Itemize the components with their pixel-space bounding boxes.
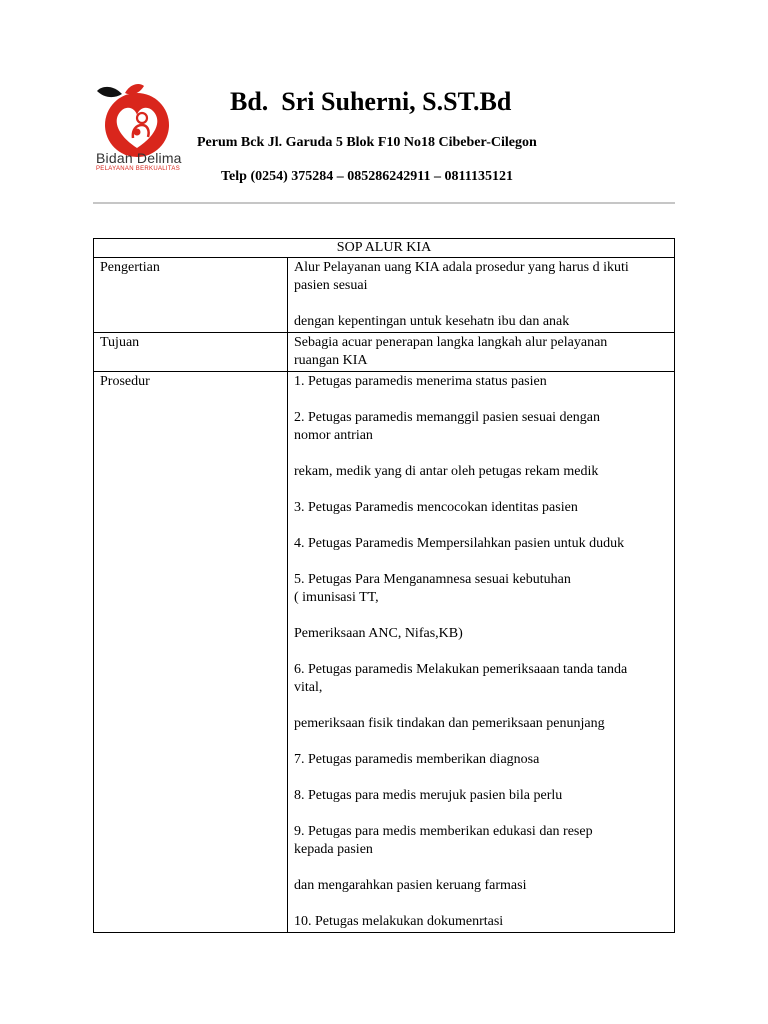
header-divider xyxy=(93,202,675,204)
sop-text-line: 9. Petugas para medis memberikan edukasi dan resep xyxy=(294,824,593,839)
sop-row-tujuan xyxy=(94,333,675,372)
practice-phone: Telp (0254) 375284 – 085286242911 – 0811135121 xyxy=(221,169,513,184)
sop-paragraph xyxy=(294,499,668,517)
sop-paragraph xyxy=(294,463,668,481)
sop-paragraph xyxy=(294,313,668,331)
sop-text-line: pasien sesuai xyxy=(294,278,368,293)
sop-text-line: 3. Petugas Paramedis mencocokan identitas pasien xyxy=(294,500,578,515)
sop-text-line: ( imunisasi TT, xyxy=(294,590,379,605)
sop-row-content xyxy=(288,372,675,933)
sop-row-label: Pengertian xyxy=(94,258,288,333)
sop-paragraph xyxy=(294,751,668,769)
sop-paragraph xyxy=(294,877,668,895)
sop-text-line: kepada pasien xyxy=(294,842,373,857)
logo-leaf-right xyxy=(125,84,144,94)
logo-baby xyxy=(134,129,141,136)
sop-row-pengertian xyxy=(94,258,675,333)
sop-paragraph xyxy=(294,661,668,697)
logo-name: Bidan Delima xyxy=(96,150,182,166)
logo-tagline: PELAYANAN BERKUALITAS xyxy=(96,166,180,172)
sop-text-line: nomor antrian xyxy=(294,428,373,443)
sop-text-line: 8. Petugas para medis merujuk pasien bila perlu xyxy=(294,788,563,803)
sop-text-line: Alur Pelayanan uang KIA adala prosedur yang harus d ikuti xyxy=(294,260,629,275)
sop-paragraph xyxy=(294,823,668,859)
sop-table xyxy=(93,238,675,933)
sop-paragraph xyxy=(294,535,668,553)
sop-text-line: 4. Petugas Paramedis Mempersilahkan pasien untuk duduk xyxy=(294,536,625,551)
sop-paragraph xyxy=(294,715,668,733)
sop-paragraph xyxy=(294,787,668,805)
sop-paragraph xyxy=(294,409,668,445)
practitioner-name: Bd. Sri Suherni, S.ST.Bd xyxy=(230,87,512,116)
sop-row-label: Tujuan xyxy=(94,333,288,372)
sop-text-line: 6. Petugas paramedis Melakukan pemeriksaaan tanda tanda xyxy=(294,662,628,677)
sop-row-content xyxy=(288,258,675,333)
sop-title-row xyxy=(94,239,675,258)
sop-text-line: dan mengarahkan pasien keruang farmasi xyxy=(294,878,527,893)
sop-row-label: Prosedur xyxy=(94,372,288,933)
sop-text-line: 5. Petugas Para Menganamnesa sesuai kebutuhan xyxy=(294,572,571,587)
practice-address: Perum Bck Jl. Garuda 5 Blok F10 No18 Cibeber-Cilegon xyxy=(197,135,537,150)
logo-leaf-left xyxy=(97,87,122,97)
sop-text-line: Pemeriksaan ANC, Nifas,KB) xyxy=(294,626,463,641)
sop-row-prosedur xyxy=(94,372,675,933)
sop-text-line: dengan kepentingan untuk kesehatn ibu dan anak xyxy=(294,314,570,329)
sop-paragraph xyxy=(294,625,668,643)
sop-text-line: 2. Petugas paramedis memanggil pasien sesuai dengan xyxy=(294,410,600,425)
sop-paragraph xyxy=(294,259,668,295)
sop-title: SOP ALUR KIA xyxy=(94,239,675,258)
sop-text-line: pemeriksaan fisik tindakan dan pemeriksaan penunjang xyxy=(294,716,605,731)
sop-text-line: 10. Petugas melakukan dokumenrtasi xyxy=(294,914,504,929)
sop-paragraph xyxy=(294,571,668,607)
sop-paragraph xyxy=(294,334,668,370)
sop-text-line: 7. Petugas paramedis memberikan diagnosa xyxy=(294,752,540,767)
sop-text-line: vital, xyxy=(294,680,323,695)
sop-paragraph xyxy=(294,373,668,391)
sop-text-line: ruangan KIA xyxy=(294,353,368,368)
sop-text-line: rekam, medik yang di antar oleh petugas rekam medik xyxy=(294,464,599,479)
sop-text-line: 1. Petugas paramedis menerima status pasien xyxy=(294,374,547,389)
logo-text xyxy=(96,150,182,172)
sop-text-line: Sebagia acuar penerapan langka langkah alur pelayanan xyxy=(294,335,608,350)
sop-paragraph xyxy=(294,913,668,931)
sop-row-content xyxy=(288,333,675,372)
